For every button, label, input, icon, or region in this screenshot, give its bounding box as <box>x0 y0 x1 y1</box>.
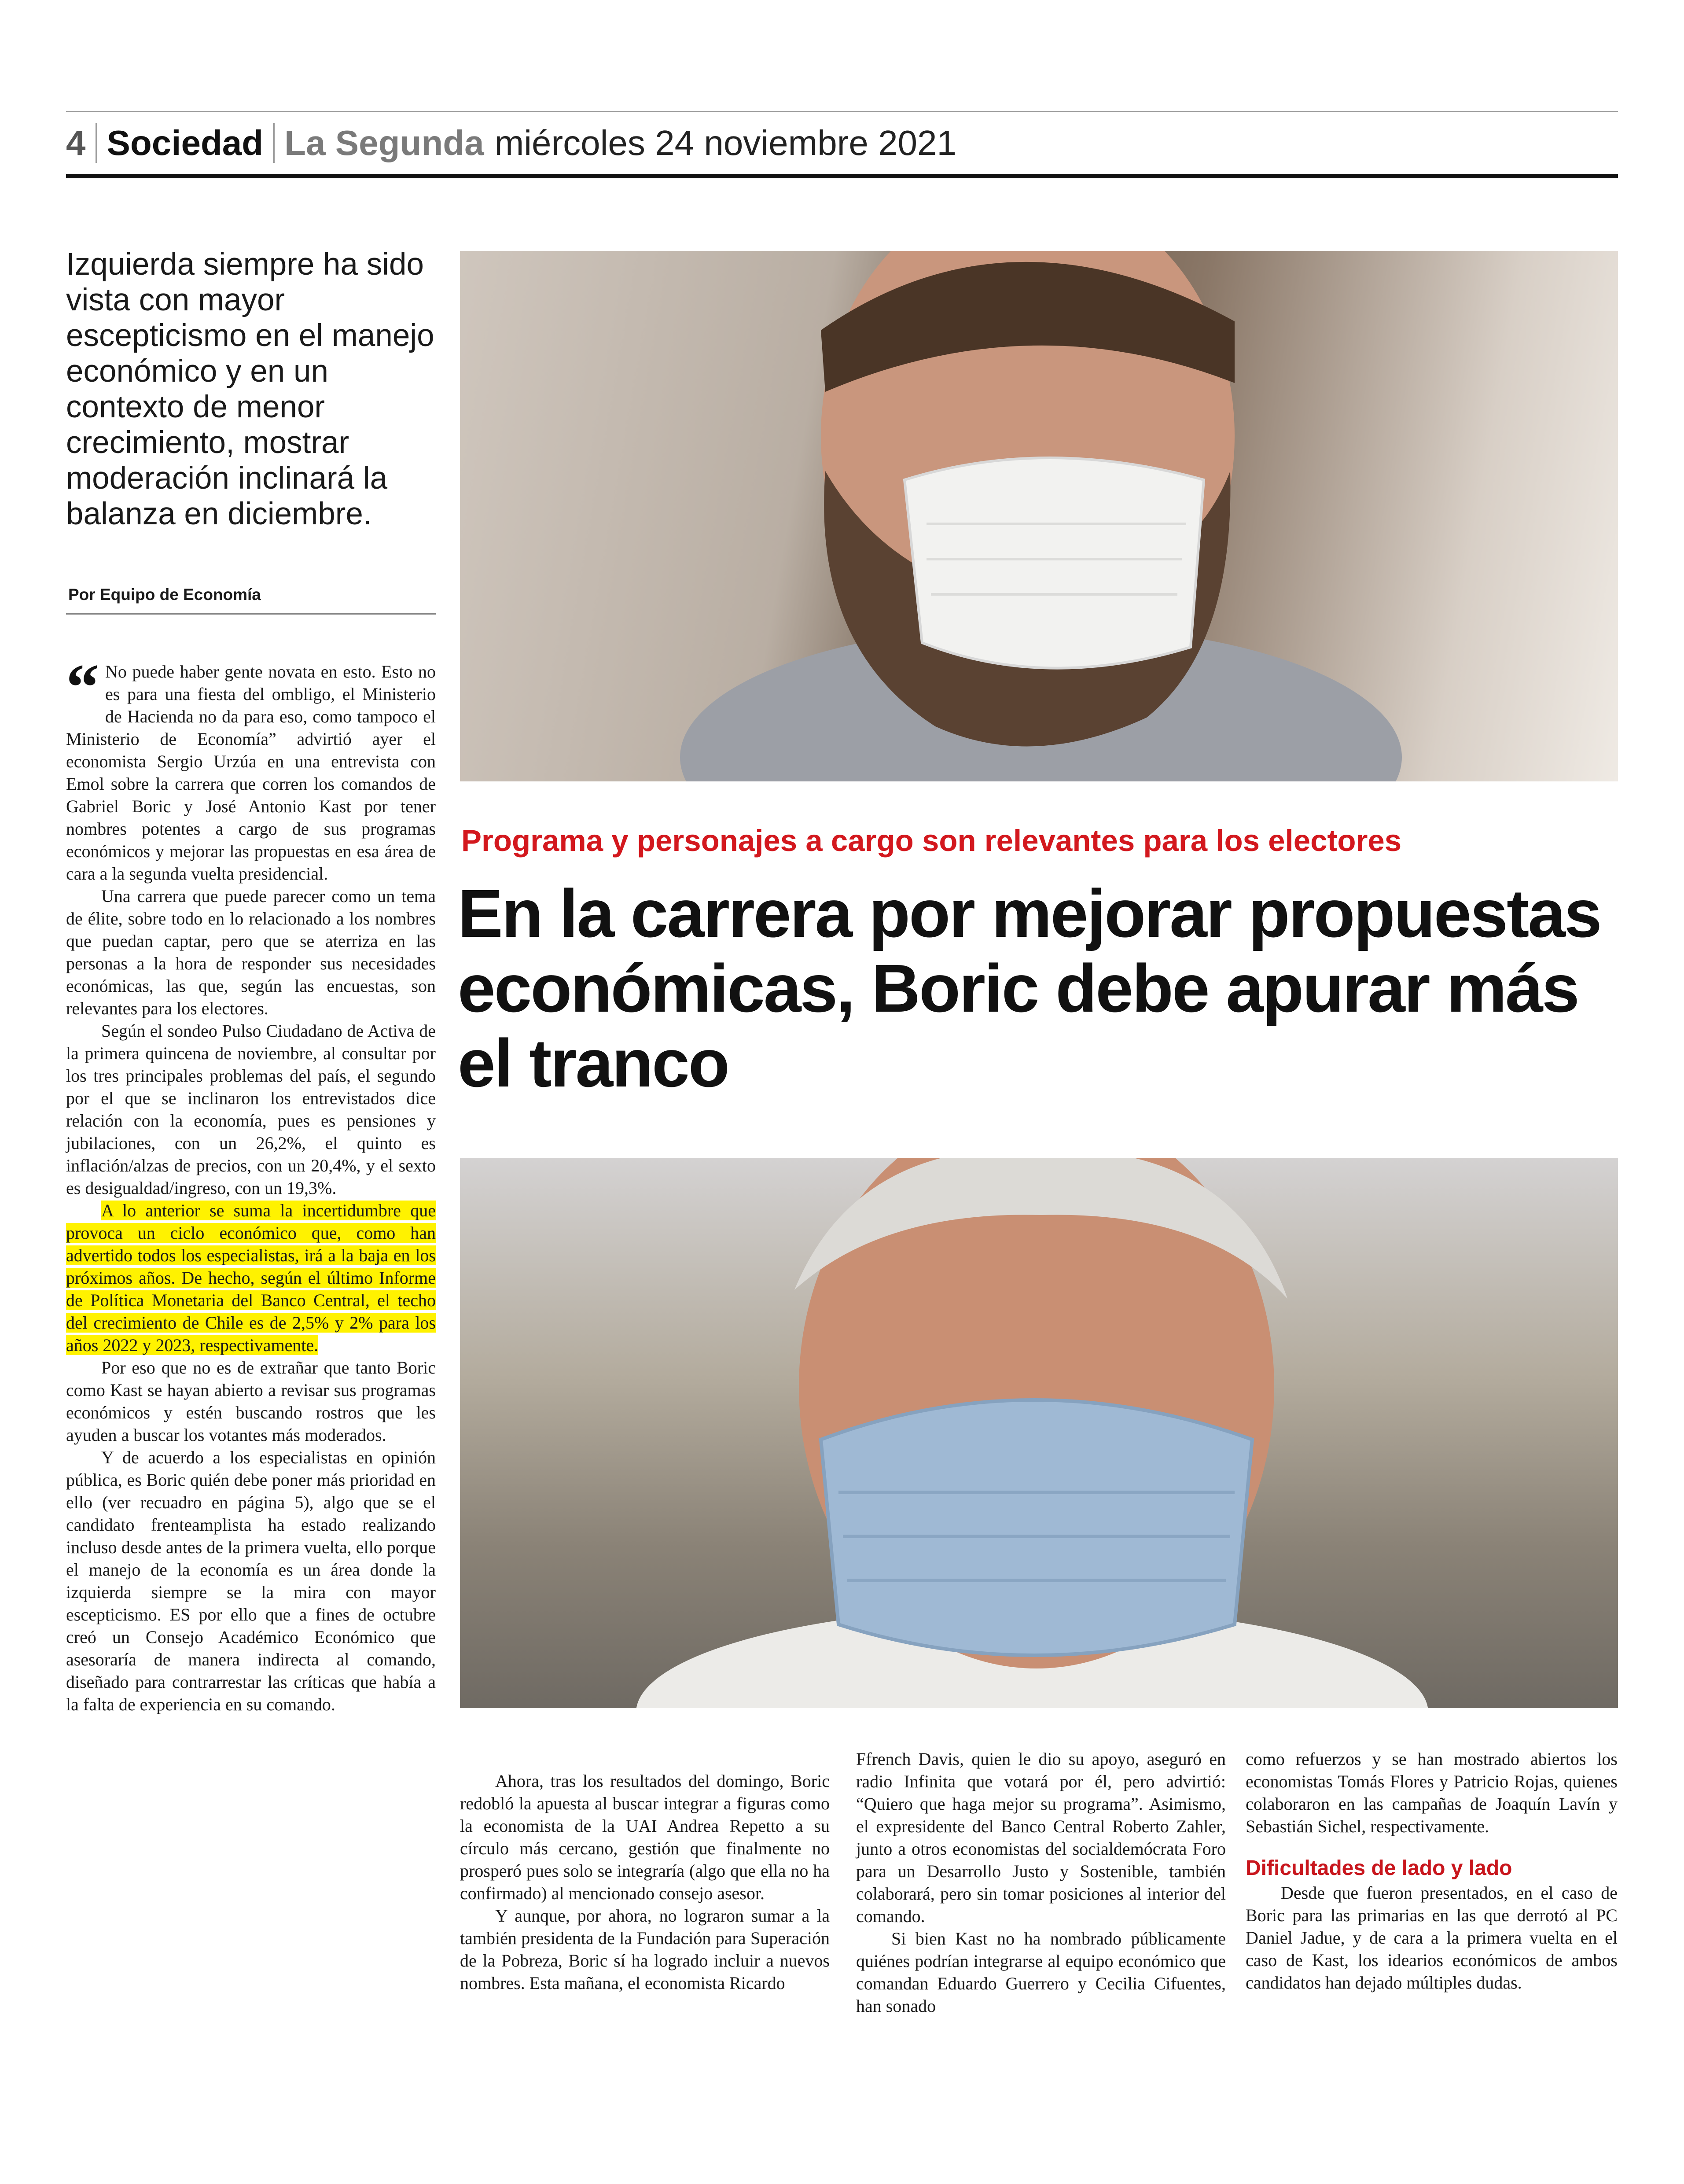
paragraph: Si bien Kast no ha nombrado públicamente quiénes podrían integrarse al equipo económico que comandan Eduardo Guerrero y Cecilia Cifuentes, han sonado <box>856 1929 1226 2016</box>
paragraph: Según el sondeo Pulso Ciudadano de Activa de la primera quincena de noviembre, al consultar por los tres principales problemas del país, el segundo por el que se inclinaron los entrevistados dice relación con la economía, pues es pensiones y jubilaciones, con un 26,2%, el quinto es inflación/alzas de precios, con un 20,4%, y el sexto es desigualdad/ingreso, con un 19,3%. <box>66 1021 436 1198</box>
paragraph: No puede haber gente novata en esto. Esto no es para una fiesta del ombligo, el Ministerio de Hacienda no da para eso, como tampoco el Ministerio de Economía” advirtió ayer el economista Sergio Urzúa en una entrevista con Emol sobre la carrera que corren los comandos de Gabriel Boric y José Antonio Kast por tener nombres potentes a cargo de sus programas económicos y mejorar las propuestas en esa área de cara a la segunda vuelta presidencial. <box>66 662 436 884</box>
bottom-photo <box>460 1158 1618 1708</box>
paragraph: Ffrench Davis, quien le dio su apoyo, aseguró en radio Infinita que votará por él, pero advirtió: “Quiero que haga mejor su programa”. Asimismo, el expresidente del Banco Central Roberto Zahler, junto a otros economistas del socialdemócrata Foro para un Desarrollo Justo y Sostenible, también colaborará, pero sin tomar posiciones al interior del comando. <box>856 1749 1226 1926</box>
masthead <box>66 119 956 167</box>
issue-date: miércoles 24 noviembre 2021 <box>494 123 957 162</box>
newspaper-name: La Segunda <box>284 123 484 162</box>
kicker: Programa y personajes a cargo son relevantes para los electores <box>461 824 1402 858</box>
highlighted-text: A lo anterior se suma la incertidumbre que provoca un ciclo económico que, como han advertido todos los especialistas, irá a la baja en los próximos años. De hecho, según el último Informe de Política Monetaria del Banco Central, el techo del crecimiento de Chile es de 2,5% y 2% para los años 2022 y 2023, respectivamente. <box>66 1201 436 1355</box>
subheading: Dificultades de lado y lado <box>1246 1856 1512 1880</box>
byline-rule <box>66 613 436 615</box>
masthead-divider <box>273 123 275 163</box>
paragraph: Una carrera que puede parecer como un tema de élite, sobre todo en lo relacionado a los nombres que puedan captar, pero que se aterriza en las personas a la hora de responder sus necesidades económicas, las que, según las encuestas, son relevantes para los electores. <box>66 886 436 1018</box>
masthead-bottom-rule <box>66 174 1618 178</box>
top-photo-figure <box>460 251 1618 781</box>
section-name: Sociedad <box>107 123 264 162</box>
body-column-2 <box>856 1748 1226 2017</box>
body-column-1 <box>460 1770 830 1994</box>
article-deck: Izquierda siempre ha sido vista con mayor escepticismo en el manejo económico y en un contexto de menor crecimiento, mostrar moderación inclinará la balanza en diciembre. <box>66 247 434 531</box>
paragraph: Ahora, tras los resultados del domingo, Boric redobló la apuesta al buscar integrar a figuras como la economista de la UAI Andrea Repetto a su círculo más cercano, gestión que finalmente no prosperó pues solo se integraría (algo que ella no ha confirmado) al mencionado consejo asesor. <box>460 1771 830 1903</box>
quote-mark: “ <box>66 651 99 724</box>
paragraph: Desde que fueron presentados, en el caso de Boric para las primarias en las que derrotó al PC Daniel Jadue, y de cara a la primera vuelta en el caso de Kast, los idearios económicos de ambos candidatos han dejado múltiples dudas. <box>1246 1883 1618 1992</box>
body-column-3 <box>1246 1748 1618 1994</box>
headline: En la carrera por mejorar propuestas económicas, Boric debe apurar más el tranco <box>458 876 1601 1101</box>
left-column <box>66 651 436 1716</box>
bottom-photo-figure <box>460 1158 1618 1708</box>
byline: Por Equipo de Economía <box>68 586 261 604</box>
highlighted-paragraph <box>66 1199 436 1356</box>
masthead-top-rule <box>66 111 1618 112</box>
masthead-divider <box>96 123 97 163</box>
paragraph: Y aunque, por ahora, no lograron sumar a la también presidenta de la Fundación para Superación de la Pobreza, Boric sí ha logrado incluir a nuevos nombres. Esta mañana, el economista Ricardo <box>460 1906 830 1993</box>
top-photo <box>460 251 1618 781</box>
paragraph: Y de acuerdo a los especialistas en opinión pública, es Boric quién debe poner más prioridad en ello (ver recuadro en página 5), algo que se el candidato frenteamplista ha estado realizando incluso desde antes de la primera vuelta, ello porque el manejo de la economía es un área donde la izquierda siempre se la mira con mayor escepticismo. ES por ello que a fines de octubre creó un Consejo Académico Económico que asesoraría de manera indirecta al comando, diseñado para contrarrestar las críticas que había a la falta de experiencia en su comando. <box>66 1447 436 1714</box>
page-number: 4 <box>66 123 86 162</box>
paragraph: Por eso que no es de extrañar que tanto Boric como Kast se hayan abierto a revisar sus programas económicos y estén buscando rostros que les ayuden a buscar los votantes más moderados. <box>66 1358 436 1445</box>
paragraph: como refuerzos y se han mostrado abiertos los economistas Tomás Flores y Patricio Rojas, quienes colaboraron en las campañas de Joaquín Lavín y Sebastián Sichel, respectivamente. <box>1246 1749 1618 1836</box>
